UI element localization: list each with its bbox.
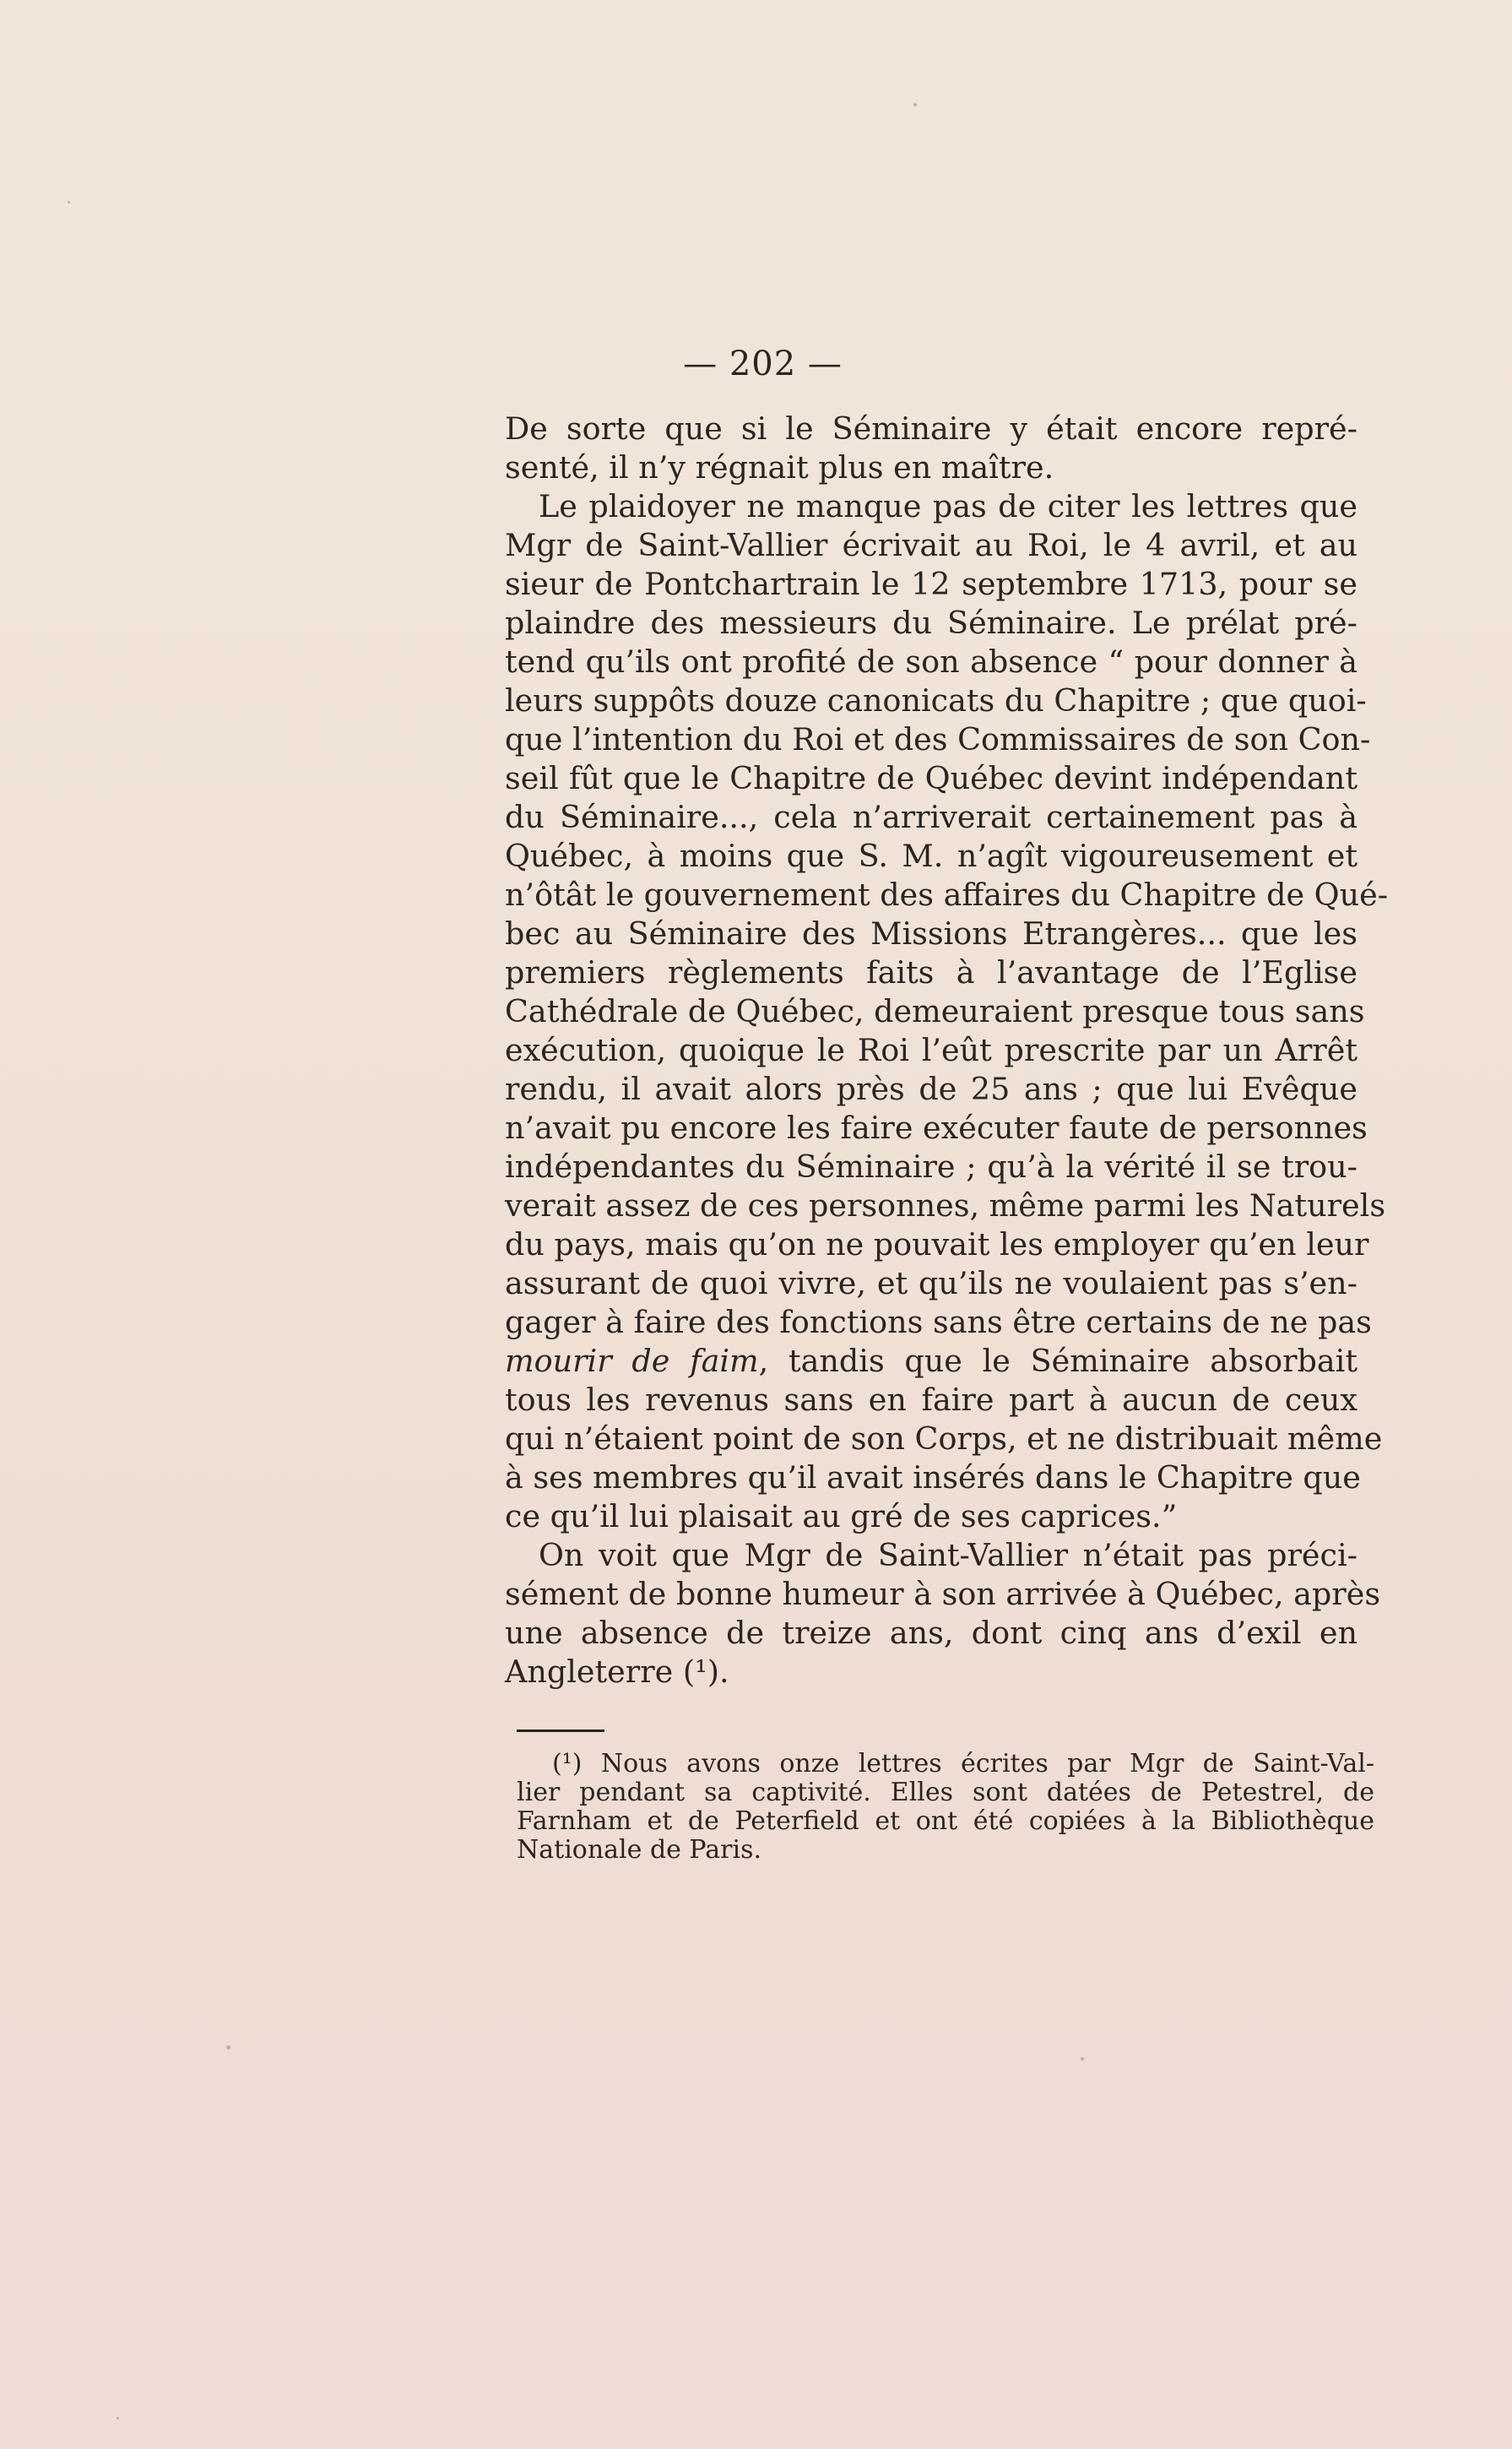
body-line: une absence de treize ans, dont cinq ans d’exil en [505,1615,1358,1651]
footnote-line: (¹) Nous avons onze lettres écrites par Mgr de Saint-Val- [552,1749,1374,1778]
body-line: bec au Séminaire des Missions Etrangères... que les [505,915,1358,952]
body-line: leurs suppôts douze canonicats du Chapitre ; que quoi- [505,682,1367,719]
body-line: du Séminaire..., cela n’arriverait certainement pas à [505,799,1358,835]
body-line: Cathédrale de Québec, demeuraient presque tous sans [505,993,1365,1029]
body-line: premiers règlements faits à l’avantage de l’Eglise [505,954,1358,991]
body-line: verait assez de ces personnes, même parmi les Naturels [505,1187,1386,1224]
body-line: gager à faire des fonctions sans être certains de ne pas [505,1304,1372,1340]
body-line: senté, il n’y régnait plus en maître. [505,449,1054,486]
body-line: Le plaidoyer ne manque pas de citer les lettres que [539,488,1358,524]
body-line: Mgr de Saint-Vallier écrivait au Roi, le 4 avril, et au [505,527,1358,563]
body-line: à ses membres qu’il avait insérés dans le Chapitre que [505,1459,1361,1496]
body-line: qui n’étaient point de son Corps, et ne distribuait même [505,1420,1383,1457]
body-line: sieur de Pontchartrain le 12 septembre 1713, pour se [505,566,1358,602]
body-line: n’ôtât le gouvernement des affaires du Chapitre de Qué- [505,877,1389,913]
body-line: du pays, mais qu’on ne pouvait les employer qu’en leur [505,1226,1369,1263]
body-line: sément de bonne humeur à son arrivée à Québec, après [505,1576,1381,1612]
footnote [517,1750,1374,1865]
body-line: ce qu’il lui plaisait au gré de ses caprices.” [505,1498,1178,1534]
body-line: rendu, il avait alors près de 25 ans ; que lui Evêque [505,1071,1358,1107]
body-line: que l’intention du Roi et des Commissaires de son Con- [505,721,1371,758]
body-line: plaindre des messieurs du Séminaire. Le prélat pré- [505,605,1358,641]
body-line: assurant de quoi vivre, et qu’ils ne voulaient pas s’en- [505,1265,1358,1301]
paper-speck [913,103,917,106]
body-line: Québec, à moins que S. M. n’agît vigoureusement et [505,838,1358,874]
footnote-line: Nationale de Paris. [517,1835,762,1865]
body-line: tend qu’ils ont profité de son absence “ pour donner à [505,643,1358,680]
paper-speck [226,2045,230,2050]
footnote-rule [517,1730,604,1732]
body-text [505,410,1389,1691]
body-line: On voit que Mgr de Saint-Vallier n’était pas préci- [539,1537,1358,1573]
italic-phrase: mourir de faim [505,1343,759,1379]
footnote-line: lier pendant sa captivité. Elles sont datées de Petestrel, de [517,1778,1374,1807]
body-line: indépendantes du Séminaire ; qu’à la vérité il se trou- [505,1148,1358,1185]
paper-speck [68,201,70,204]
paper-speck [117,2417,119,2419]
body-line-italic: mourir de faim, tandis que le Séminaire absorbait [505,1343,1358,1379]
body-line: tous les revenus sans en faire part à aucun de ceux [505,1382,1358,1418]
body-line: seil fût que le Chapitre de Québec devint indépendant [505,760,1358,796]
paper-speck [1081,2057,1084,2061]
footnote-line: Farnham et de Peterfield et ont été copiées à la Bibliothèque [517,1806,1374,1836]
body-line: n’avait pu encore les faire exécuter faute de personnes [505,1110,1368,1146]
body-line: exécution, quoique le Roi l’eût prescrite par un Arrêt [505,1032,1358,1068]
body-line: De sorte que si le Séminaire y était encore repré- [505,410,1358,447]
page-number: — 202 — [683,345,843,383]
body-line: Angleterre (¹). [505,1653,729,1690]
